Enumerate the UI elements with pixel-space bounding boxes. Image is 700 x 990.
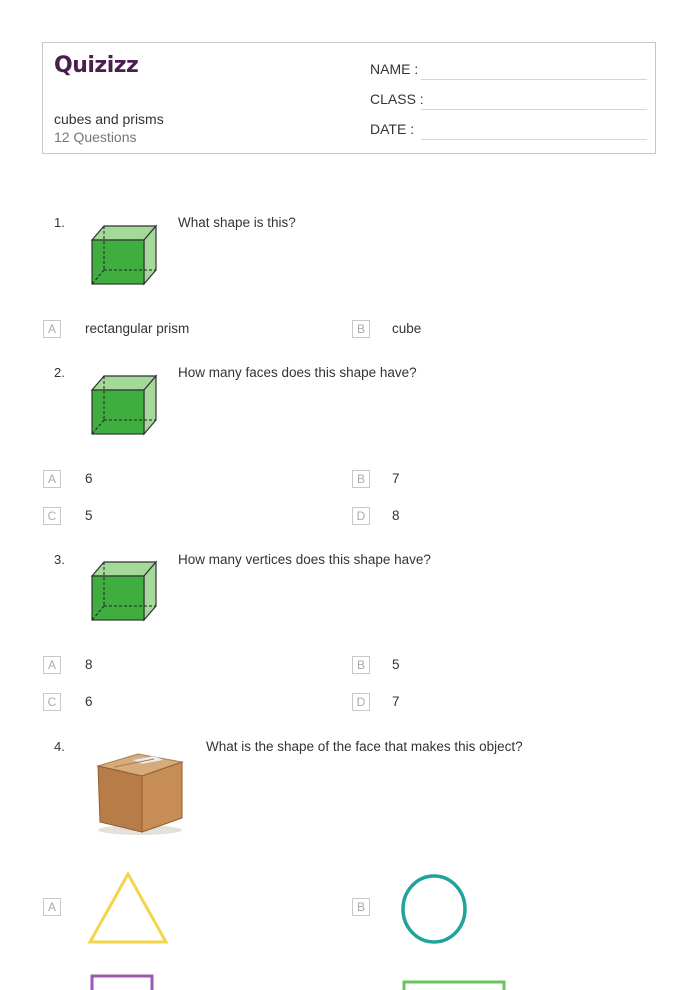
green-cube-icon [86,222,160,288]
option-text[interactable]: 6 [85,471,93,486]
worksheet-header [42,42,656,154]
quizizz-logo: Quizizz [54,53,139,78]
green-cube-icon [86,372,160,438]
class-label: CLASS : [370,91,424,107]
option-text[interactable]: 6 [85,694,93,709]
date-line[interactable] [421,139,647,140]
option-letter[interactable]: A [43,656,61,674]
option-letter[interactable]: B [352,320,370,338]
option-letter[interactable]: C [43,693,61,711]
option-letter[interactable]: A [43,898,61,916]
question-text: What is the shape of the face that makes this object? [206,739,523,754]
question-number: 4. [54,739,65,754]
question-text: What shape is this? [178,215,296,230]
option-text[interactable]: 8 [85,657,93,672]
question-number: 1. [54,215,65,230]
worksheet-title: cubes and prisms [54,111,164,127]
class-line[interactable] [421,109,647,110]
option-letter[interactable]: D [352,507,370,525]
option-text[interactable]: 7 [392,694,400,709]
option-letter[interactable]: B [352,898,370,916]
green-rectangle-icon[interactable] [400,978,510,990]
teal-circle-icon[interactable] [398,872,470,946]
option-letter[interactable]: A [43,320,61,338]
date-label: DATE : [370,121,415,137]
option-text[interactable]: 5 [85,508,93,523]
green-cube-icon [86,558,160,624]
question-number: 2. [54,365,65,380]
question-text: How many faces does this shape have? [178,365,417,380]
option-text[interactable]: cube [392,321,422,336]
cardboard-box-icon [94,746,188,836]
name-line[interactable] [421,79,647,80]
question-number: 3. [54,552,65,567]
option-text[interactable]: 7 [392,471,400,486]
option-letter[interactable]: B [352,656,370,674]
option-letter[interactable]: A [43,470,61,488]
option-letter[interactable]: D [352,693,370,711]
question-count: 12 Questions [54,129,137,145]
question-text: How many vertices does this shape have? [178,552,431,567]
name-label: NAME : [370,61,419,77]
option-text[interactable]: 5 [392,657,400,672]
option-text[interactable]: 8 [392,508,400,523]
option-letter[interactable]: B [352,470,370,488]
yellow-triangle-icon[interactable] [86,870,170,946]
option-letter[interactable]: C [43,507,61,525]
purple-square-icon[interactable] [88,972,158,990]
option-text[interactable]: rectangular prism [85,321,190,336]
